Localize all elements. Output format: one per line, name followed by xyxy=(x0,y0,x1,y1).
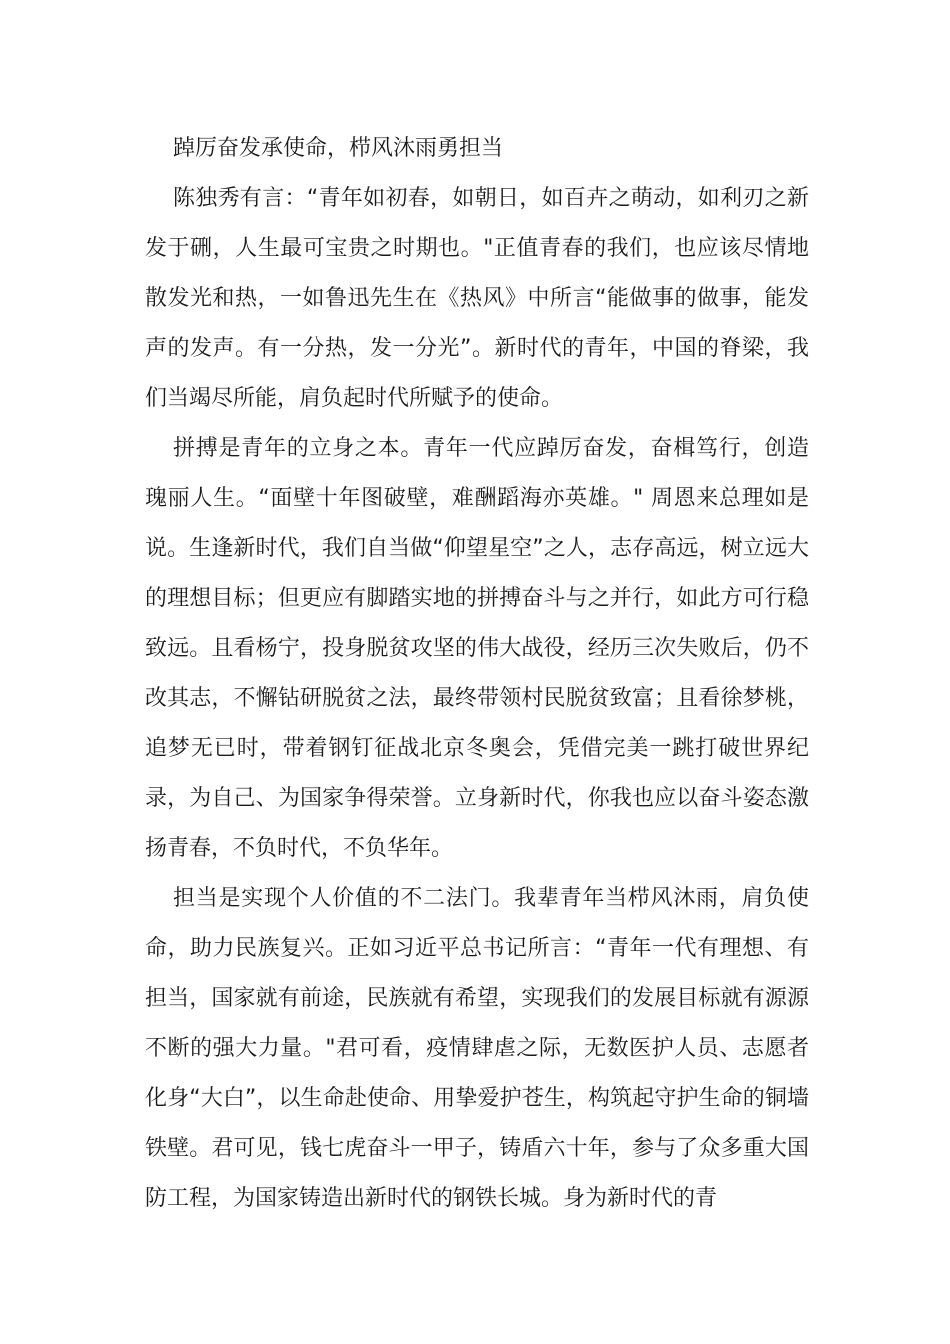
essay-title: 踔厉奋发承使命，栉风沐雨勇担当 xyxy=(173,136,504,161)
document-body xyxy=(145,124,809,1224)
paragraph-intro: 陈独秀有言：“青年如初春，如朝日，如百卉之萌动，如利刃之新发于硎，人生最可宝贵之时期也。"正值青春的我们，也应该尽情地散发光和热，一如鲁迅先生在《热风》中所言“能做事的做事，能发声的发声。有一分热，发一分光”。新时代的青年，中国的脊梁，我们当竭尽所能，肩负起时代所赋予的使命。 xyxy=(145,186,809,411)
paragraph-struggle: 拼搏是青年的立身之本。青年一代应踔厉奋发，奋楫笃行，创造瑰丽人生。“面壁十年图破壁，难酬蹈海亦英雄。" 周恩来总理如是说。生逢新时代，我们自当做“仰望星空”之人，志存高远，树立远大的理想目标；但更应有脚踏实地的拼搏奋斗与之并行，如此方可行稳致远。且看杨宁，投身脱贫攻坚的伟大战役，经历三次失败后，仍不改其志，不懈钻研脱贫之法，最终带领村民脱贫致富；且看徐梦桃，追梦无已时，带着钢钉征战北京冬奥会，凭借完美一跳打破世界纪录，为自己、为国家争得荣誉。立身新时代，你我也应以奋斗姿态激扬青春，不负时代，不负华年。 xyxy=(145,436,809,861)
paragraph-responsibility: 担当是实现个人价值的不二法门。我辈青年当栉风沐雨，肩负使命，助力民族复兴。正如习近平总书记所言：“青年一代有理想、有担当，国家就有前途，民族就有希望，实现我们的发展目标就有源源不断的强大力量。"君可看，疫情肆虐之际，无数医护人员、志愿者化身“大白”，以生命赴使命、用挚爱护苍生，构筑起守护生命的铜墙铁壁。君可见，钱七虎奋斗一甲子，铸盾六十年，参与了众多重大国防工程，为国家铸造出新时代的钢铁长城。身为新时代的青 xyxy=(145,886,809,1211)
